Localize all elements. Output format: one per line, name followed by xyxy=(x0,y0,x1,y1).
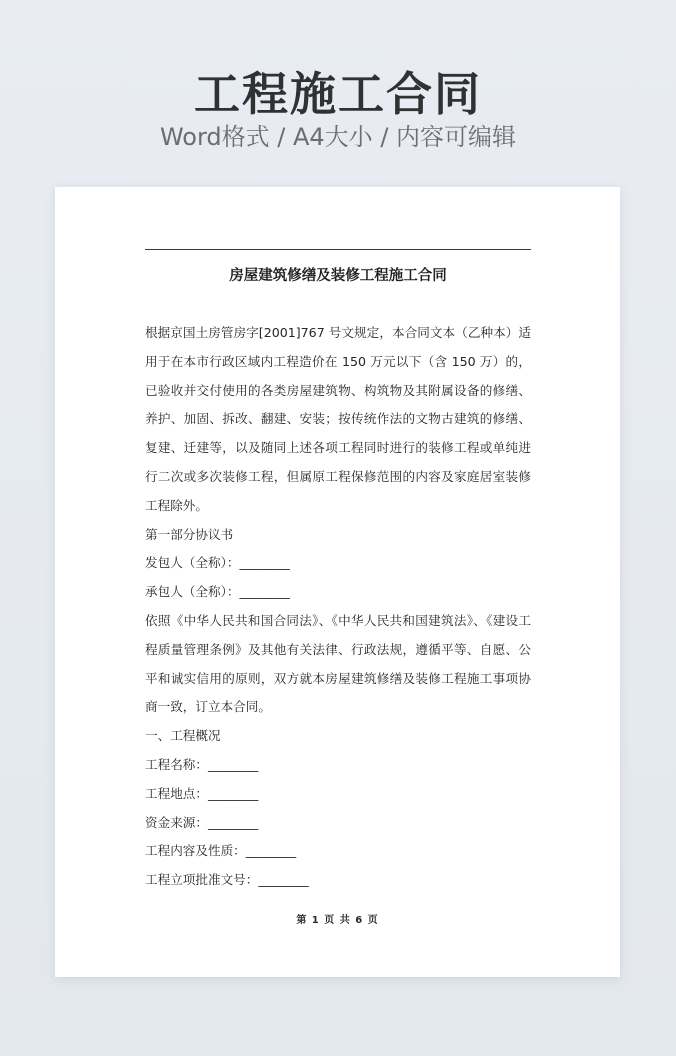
document-body xyxy=(145,319,531,895)
banner-subtitle: Word格式 / A4大小 / 内容可编辑 xyxy=(159,123,517,151)
header-rule xyxy=(145,249,531,250)
project-location-field: 工程地点：________ xyxy=(145,785,259,801)
section-one-heading: 一、工程概况 xyxy=(145,728,221,744)
page-footer: 第 1 页 共 6 页 xyxy=(296,915,379,926)
basis-paragraph: 依照《中华人民共和国合同法》、《中华人民共和国建筑法》、《建设工程质量管理条例》及其他有关法律、行政法规，遵循平等、自愿、公平和诚实信用的原则，双方就本房屋建筑修缮及装修工程施工事项协商一致，订立本合同。 xyxy=(145,612,531,715)
fund-source-field: 资金来源：________ xyxy=(145,814,259,830)
project-name-field: 工程名称：________ xyxy=(145,756,259,772)
employer-field: 发包人（全称）：________ xyxy=(145,555,290,571)
document-page xyxy=(55,187,620,977)
intro-paragraph: 根据京国土房管房字[2001]767 号文规定，本合同文本（乙种本）适用于在本市行政区域内工程造价在 150 万元以下（含 150 万）的，已验收并交付使用的各类房屋建筑物、构筑物及其附属设备的修缮、养护、加固、拆改、翻建、安装；按传统作法的文物古建筑的修缮、复建、迁建等，以及随同上述各项工程同时进行的装修工程或单纯进行二次或多次装修工程，但属原工程保修范围的内容及家庭居室装修工程除外。 xyxy=(145,325,531,513)
banner-title: 工程施工合同 xyxy=(194,67,482,121)
document-title: 房屋建筑修缮及装修工程施工合同 xyxy=(229,268,447,284)
part-one-heading: 第一部分协议书 xyxy=(145,526,234,542)
project-content-field: 工程内容及性质：________ xyxy=(145,843,297,859)
contractor-field: 承包人（全称）：________ xyxy=(145,584,290,600)
approval-number-field: 工程立项批准文号：________ xyxy=(145,872,309,888)
